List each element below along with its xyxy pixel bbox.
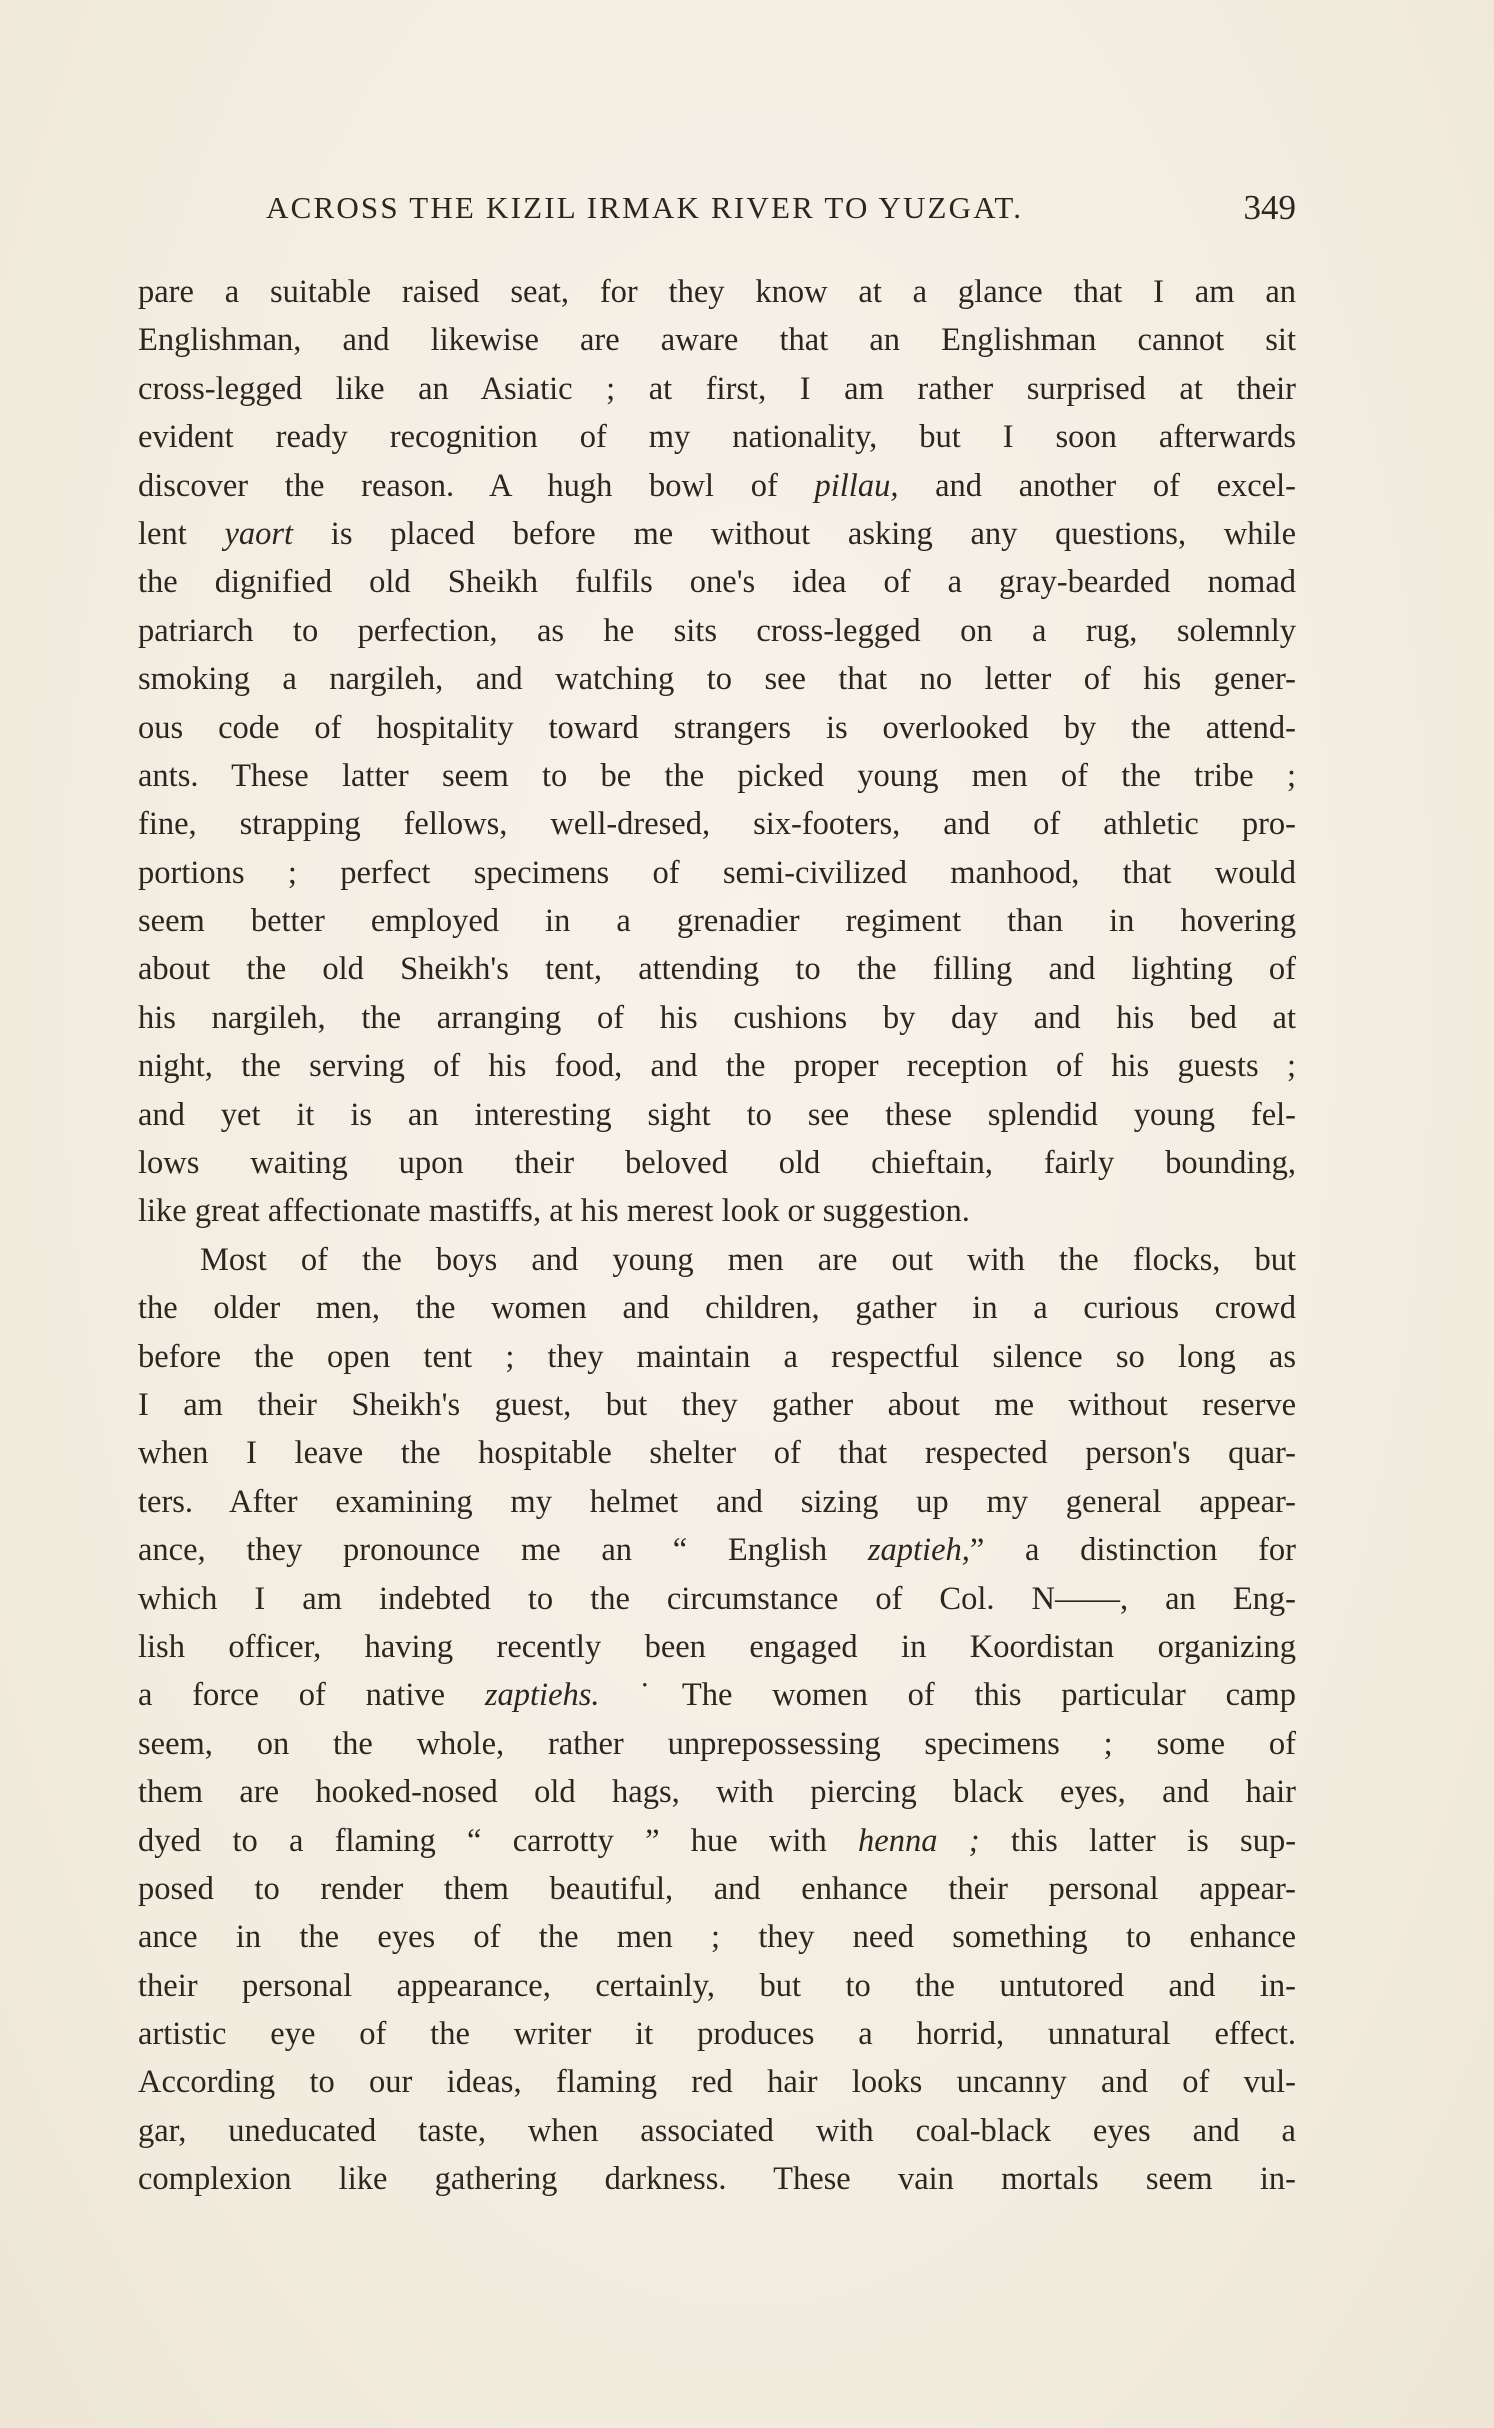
text-segment: night, the serving of his food, and the proper reception of his guests ;	[138, 1048, 1296, 1085]
text-line	[138, 1478, 1296, 1526]
text-line	[138, 1187, 1296, 1235]
text-line	[138, 1236, 1296, 1284]
text-segment: ance, they pronounce me an “ English	[138, 1532, 868, 1569]
text-segment: artistic eye of the writer it produces a horrid, unnatural effect.	[138, 2016, 1296, 2053]
text-segment: ants. These latter seem to be the picked young men of the tribe ;	[138, 757, 1296, 794]
text-segment: the dignified old Sheikh fulfils one's idea of a gray-bearded nomad	[138, 564, 1296, 601]
text-segment: complexion like gathering darkness. These vain mortals seem in-	[138, 2161, 1296, 2198]
text-segment: seem better employed in a grenadier regiment than in hovering	[138, 903, 1296, 940]
text-line	[138, 994, 1296, 1042]
body-text	[138, 268, 1296, 2204]
text-line	[138, 897, 1296, 945]
text-segment: his nargileh, the arranging of his cushions by day and his bed at	[138, 999, 1296, 1036]
italic-word: pillau,	[814, 467, 899, 504]
text-segment: dyed to a flaming “ carrotty ” hue with	[138, 1822, 859, 1859]
text-segment: and yet it is an interesting sight to see these splendid young fel-	[138, 1096, 1296, 1133]
text-line	[138, 1768, 1296, 1816]
text-segment: this latter is sup-	[979, 1822, 1297, 1859]
text-line	[138, 1381, 1296, 1429]
text-line	[138, 1139, 1296, 1187]
text-segment: cross-legged like an Asiatic ; at first, I am rather surprised at their	[138, 370, 1296, 407]
italic-word: zaptieh,	[867, 1532, 970, 1569]
text-segment: patriarch to perfection, as he sits cross-legged on a rug, solemnly	[138, 612, 1296, 649]
page-number: 349	[1243, 188, 1296, 227]
italic-word: zaptiehs.	[484, 1677, 600, 1714]
text-segment: I am their Sheikh's guest, but they gather about me without reserve	[138, 1386, 1296, 1423]
text-segment: which I am indebted to the circumstance of Col. N——, an Eng-	[138, 1580, 1296, 1617]
text-segment: lent	[138, 515, 225, 552]
text-segment: fine, strapping fellows, well-dresed, six-footers, and of athletic pro-	[138, 806, 1296, 843]
text-segment: seem, on the whole, rather unprepossessing specimens ; some of	[138, 1725, 1296, 1762]
text-line	[138, 945, 1296, 993]
text-line	[138, 1817, 1296, 1865]
text-segment: before the open tent ; they maintain a respectful silence so long as	[138, 1338, 1296, 1375]
text-segment: ance in the eyes of the men ; they need something to enhance	[138, 1919, 1296, 1956]
text-segment: ˙The women of this particular camp	[599, 1677, 1296, 1714]
text-line	[138, 1865, 1296, 1913]
text-segment: smoking a nargileh, and watching to see that no letter of his gener-	[138, 661, 1296, 698]
text-segment: ters. After examining my helmet and sizing up my general appear-	[138, 1483, 1296, 1520]
text-line	[138, 655, 1296, 703]
text-line	[138, 1623, 1296, 1671]
text-segment: According to our ideas, flaming red hair looks uncanny and of vul-	[138, 2064, 1296, 2101]
italic-word: yaort	[224, 515, 294, 552]
running-head	[138, 186, 1296, 230]
text-segment: ous code of hospitality toward strangers is overlooked by the attend-	[138, 709, 1296, 746]
text-line	[138, 1962, 1296, 2010]
text-segment: when I leave the hospitable shelter of that respected person's quar-	[138, 1435, 1296, 1472]
text-line	[138, 800, 1296, 848]
text-segment: discover the reason. A hugh bowl of	[138, 467, 815, 504]
text-line	[138, 2058, 1296, 2106]
text-segment: pare a suitable raised seat, for they know at a glance that I am an	[138, 274, 1296, 310]
text-segment: a force of native	[138, 1677, 485, 1714]
text-line	[138, 1429, 1296, 1477]
text-line	[138, 2107, 1296, 2155]
text-line	[138, 1913, 1296, 1961]
text-line	[138, 1671, 1296, 1719]
text-segment: and another of excel-	[898, 467, 1297, 504]
text-line	[138, 1091, 1296, 1139]
text-line	[138, 607, 1296, 655]
text-line	[138, 462, 1296, 510]
text-segment: lows waiting upon their beloved old chieftain, fairly bounding,	[138, 1145, 1296, 1182]
text-line	[138, 510, 1296, 558]
text-line	[138, 1575, 1296, 1623]
text-segment: their personal appearance, certainly, but to the untutored and in-	[138, 1967, 1296, 2004]
text-line	[138, 1042, 1296, 1090]
text-line	[138, 849, 1296, 897]
text-line	[138, 2010, 1296, 2058]
text-segment: Englishman, and likewise are aware that an Englishman cannot sit	[138, 322, 1296, 359]
text-line	[138, 316, 1296, 364]
running-title: ACROSS THE KIZIL IRMAK RIVER TO YUZGAT.	[266, 190, 1024, 225]
text-segment: gar, uneducated taste, when associated with coal-black eyes and a	[138, 2112, 1296, 2149]
text-segment: is placed before me without asking any questions, while	[293, 515, 1296, 552]
text-line	[138, 1526, 1296, 1574]
text-segment: portions ; perfect specimens of semi-civilized manhood, that would	[138, 854, 1296, 891]
text-line	[138, 268, 1296, 316]
text-line	[138, 1333, 1296, 1381]
text-line	[138, 558, 1296, 606]
text-line	[138, 365, 1296, 413]
text-line	[138, 413, 1296, 461]
text-segment: ” a distinction for	[969, 1532, 1296, 1569]
text-segment: posed to render them beautiful, and enhance their personal appear-	[138, 1870, 1296, 1907]
text-segment: about the old Sheikh's tent, attending to the filling and lighting of	[138, 951, 1296, 988]
text-segment: evident ready recognition of my nationality, but I soon afterwards	[138, 419, 1296, 456]
text-line	[138, 2155, 1296, 2203]
text-segment: Most of the boys and young men are out with the flocks, but	[200, 1241, 1296, 1278]
text-segment: lish officer, having recently been engaged in Koordistan organizing	[138, 1628, 1296, 1665]
text-line	[138, 1284, 1296, 1332]
text-segment: them are hooked-nosed old hags, with piercing black eyes, and hair	[138, 1774, 1296, 1811]
text-line	[138, 752, 1296, 800]
text-segment: the older men, the women and children, gather in a curious crowd	[138, 1290, 1296, 1327]
italic-word: henna ;	[858, 1822, 980, 1859]
text-segment: like great affectionate mastiffs, at his merest look or suggestion.	[138, 1193, 970, 1230]
text-line	[138, 704, 1296, 752]
text-line	[138, 1720, 1296, 1768]
